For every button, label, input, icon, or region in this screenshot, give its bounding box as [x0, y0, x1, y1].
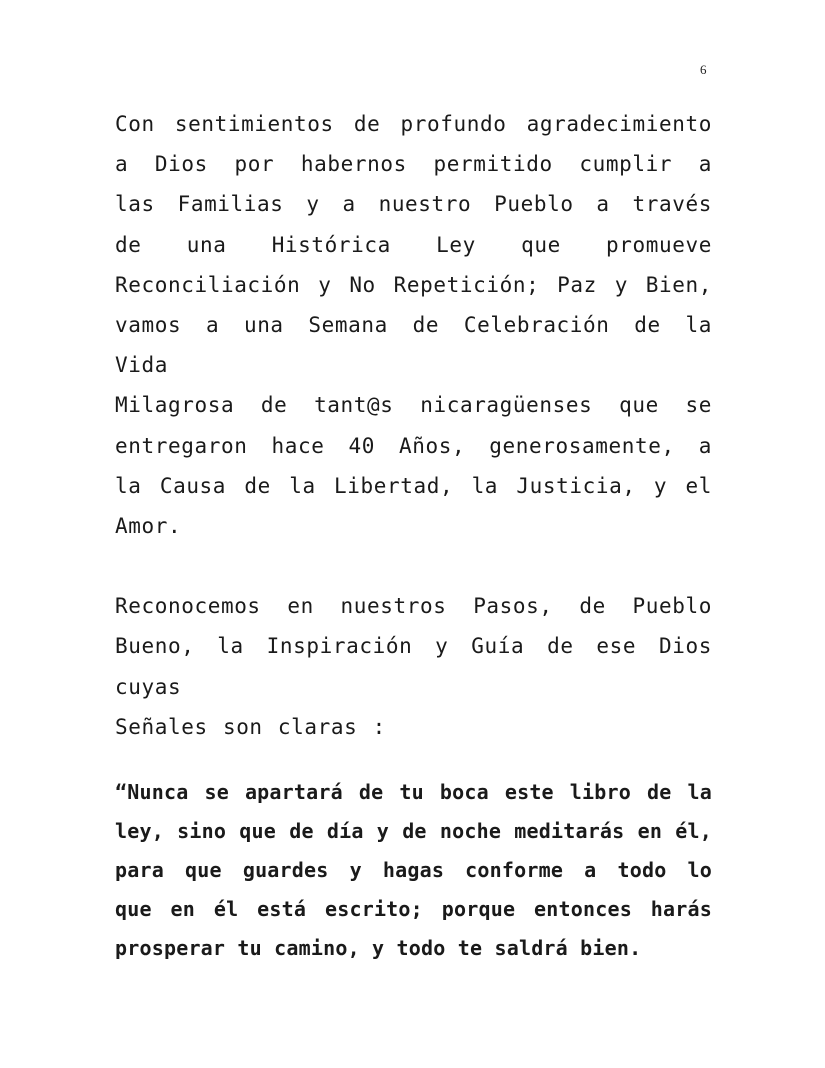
text-line: Señales son claras :	[115, 714, 386, 739]
page-number: 6	[700, 62, 707, 77]
paragraph-gratitude	[115, 104, 712, 546]
text-line: Reconocemos en nuestros Pasos, de Pueblo	[115, 594, 712, 619]
quote-line: ley, sino que de día y de noche meditarás en él,	[115, 819, 712, 844]
quote-line: prosperar tu camino, y todo te saldrá bien.	[115, 936, 642, 961]
text-line: entregaron hace 40 Años, generosamente, a	[115, 433, 712, 458]
paragraph-recognition	[115, 586, 712, 747]
document-body	[115, 104, 712, 968]
quote-line: para que guardes y hagas conforme a todo lo	[115, 858, 712, 883]
text-line: a Dios por habernos permitido cumplir a	[115, 152, 712, 177]
quote-line: que en él está escrito; porque entonces harás	[115, 897, 712, 922]
text-line: Reconciliación y No Repetición; Paz y Bien,	[115, 272, 712, 297]
text-line: la Causa de la Libertad, la Justicia, y el	[115, 473, 712, 498]
text-line: Con sentimientos de profundo agradecimiento	[115, 112, 712, 136]
scripture-quote	[115, 773, 712, 968]
text-line: Milagrosa de tant@s nicaragüenses que se	[115, 393, 712, 418]
text-line: Bueno, la Inspiración y Guía de ese Dios cuyas	[115, 634, 712, 699]
text-line: de una Histórica Ley que promueve	[115, 232, 712, 257]
text-line: vamos a una Semana de Celebración de la Vida	[115, 313, 712, 378]
quote-line: “Nunca se apartará de tu boca este libro de la	[115, 780, 712, 805]
text-line: las Familias y a nuestro Pueblo a través	[115, 192, 712, 217]
text-line: Amor.	[115, 514, 182, 539]
